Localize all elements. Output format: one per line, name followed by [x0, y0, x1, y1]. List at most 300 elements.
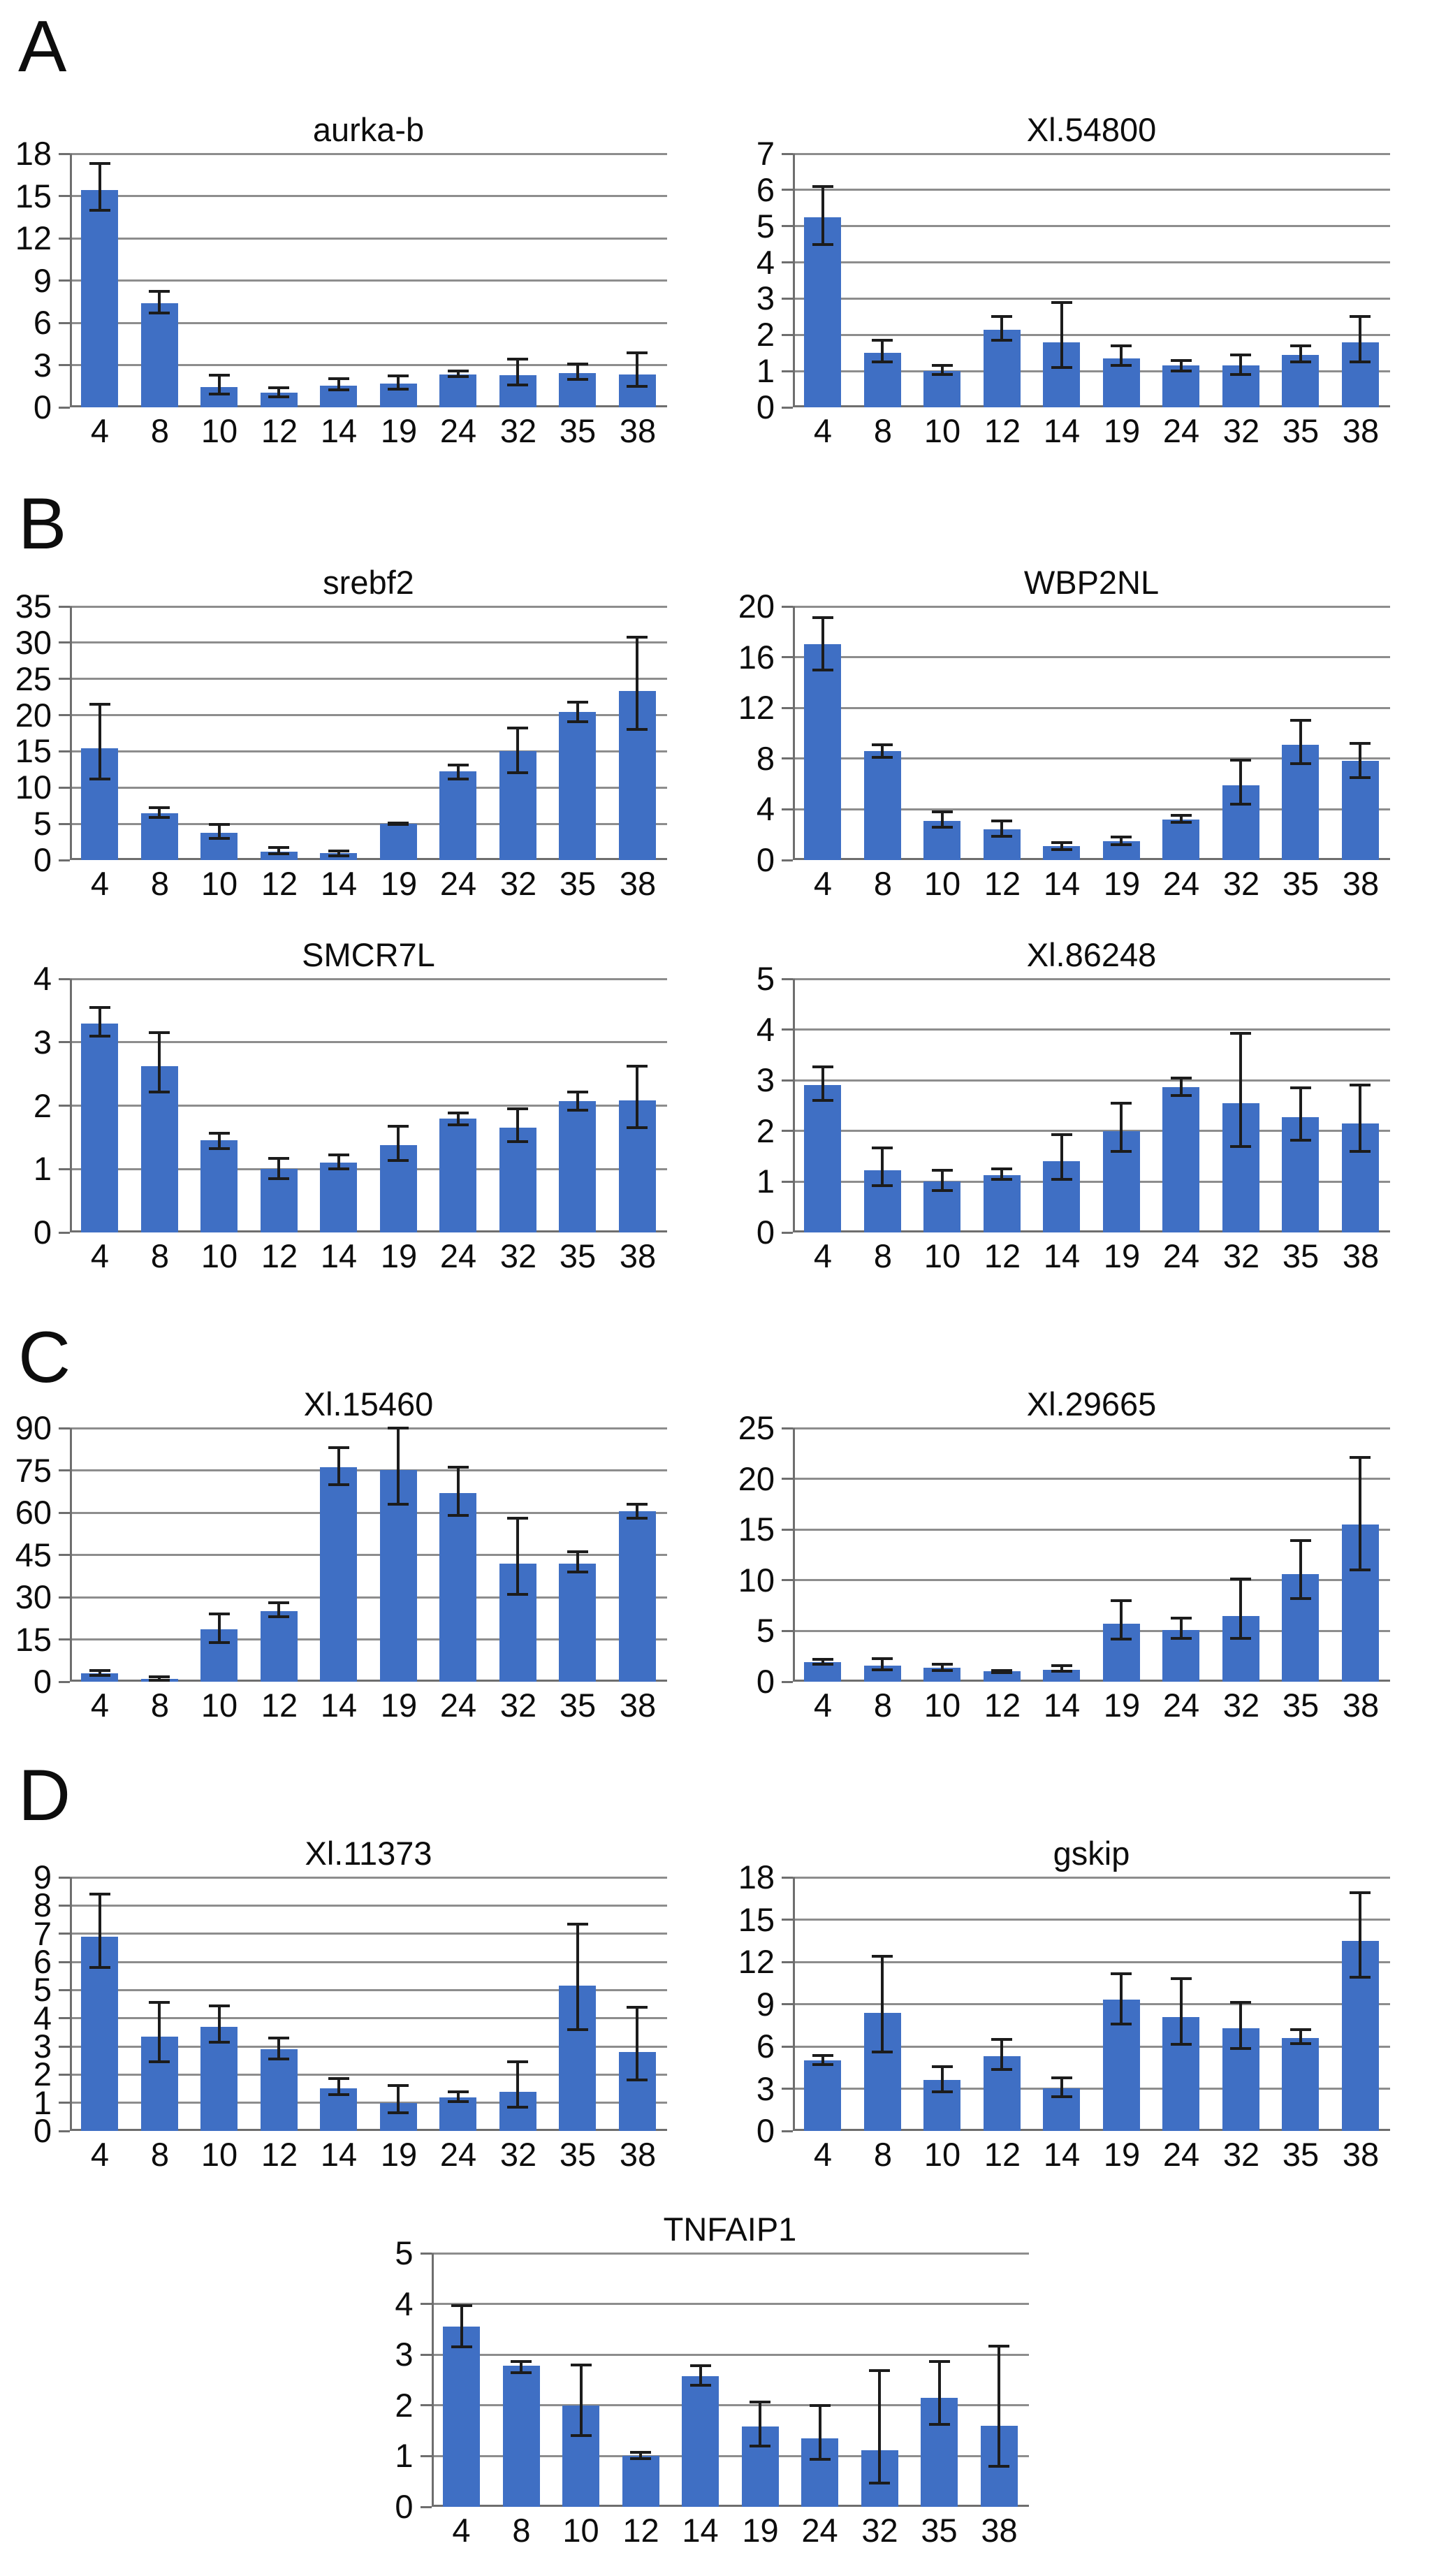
x-tick-label: 14	[320, 865, 358, 902]
x-tick-label: 4	[813, 1687, 833, 1724]
error-bar-cap-top	[209, 1132, 230, 1135]
x-tick-label: 8	[512, 2512, 531, 2549]
error-bar-cap-bottom	[507, 1593, 528, 1596]
x-tick-label: 10	[923, 865, 961, 902]
gridline	[793, 153, 1390, 155]
panel-a-row	[0, 94, 1432, 449]
error-bar-cap-top	[451, 2304, 472, 2307]
x-tick-label: 19	[380, 2136, 418, 2173]
x-tick-label: 14	[320, 1687, 358, 1724]
error-bar-cap-bottom	[627, 1517, 648, 1520]
x-tick-label: 12	[984, 2136, 1021, 2173]
y-tick-mark	[782, 606, 793, 608]
error-bar	[1000, 821, 1003, 836]
y-tick-mark	[782, 1478, 793, 1480]
y-tick-label: 9	[33, 1858, 52, 1895]
error-bar	[1299, 346, 1302, 362]
error-bar-cap-bottom	[507, 1140, 528, 1143]
error-bar-cap-top	[750, 2401, 770, 2403]
error-bar-cap-top	[507, 2060, 528, 2063]
error-bar-cap-bottom	[1230, 2047, 1251, 2050]
error-bar	[759, 2402, 761, 2446]
error-bar	[819, 2406, 821, 2460]
plot-area	[793, 154, 1390, 407]
error-bar-cap-bottom	[209, 2041, 230, 2044]
error-bar-cap-top	[328, 2077, 349, 2080]
x-tick-label: 10	[200, 2136, 238, 2173]
bar	[864, 751, 901, 860]
error-bar-cap-bottom	[869, 2482, 890, 2484]
y-tick-mark	[59, 1427, 70, 1429]
error-bar-cap-top	[932, 810, 953, 813]
error-bar-cap-bottom	[932, 1189, 953, 1192]
error-bar-cap-bottom	[507, 771, 528, 774]
error-bar-cap-top	[1051, 301, 1072, 304]
error-bar-cap-top	[567, 1550, 588, 1553]
error-bar-cap-bottom	[872, 2051, 893, 2053]
error-bar-cap-bottom	[1290, 762, 1311, 765]
bar	[559, 712, 596, 860]
y-tick-mark	[59, 1469, 70, 1471]
y-tick-mark	[59, 2074, 70, 2076]
y-axis-line	[70, 606, 72, 860]
error-bar-cap-top	[507, 1517, 528, 1520]
y-tick-label: 2	[756, 1112, 775, 1149]
y-tick-mark	[59, 1905, 70, 1907]
gridline	[793, 1877, 1390, 1879]
error-bar-cap-bottom	[1051, 2095, 1072, 2098]
bar-chart-tnfaip1	[362, 2194, 1071, 2549]
error-bar-cap-bottom	[1111, 1638, 1132, 1640]
error-bar	[1180, 1618, 1183, 1638]
y-tick-mark	[782, 261, 793, 263]
x-tick-label: 14	[1043, 865, 1081, 902]
error-bar-cap-bottom	[810, 2458, 831, 2461]
error-bar-cap-top	[268, 386, 289, 389]
error-bar-cap-bottom	[89, 1966, 110, 1969]
error-bar-cap-top	[507, 358, 528, 361]
y-tick-mark	[782, 1232, 793, 1234]
plot-area	[793, 979, 1390, 1232]
y-tick-mark	[59, 606, 70, 608]
error-bar	[457, 765, 460, 779]
panel-b-row-1	[0, 547, 1432, 902]
error-bar	[1060, 303, 1063, 368]
x-tick-label: 32	[499, 1687, 537, 1724]
x-tick-label: 24	[1162, 1237, 1200, 1274]
error-bar-cap-top	[89, 1893, 110, 1895]
bar	[141, 813, 178, 860]
error-bar	[576, 1552, 579, 1571]
y-tick-label: 6	[756, 2028, 775, 2065]
error-bar-cap-top	[872, 1147, 893, 1149]
x-tick-label: 19	[1103, 2136, 1141, 2173]
x-tick-label: 38	[1342, 1687, 1380, 1724]
x-tick-label: 38	[619, 865, 657, 902]
chart-title: Xl.15460	[303, 1385, 434, 1423]
gridline	[793, 334, 1390, 336]
y-tick-mark	[59, 238, 70, 240]
error-bar	[636, 353, 638, 386]
y-tick-label: 0	[756, 841, 775, 878]
error-bar-cap-top	[448, 2090, 469, 2093]
y-tick-mark	[59, 1961, 70, 1963]
y-tick-label: 3	[756, 2070, 775, 2107]
error-bar-cap-bottom	[507, 384, 528, 386]
y-tick-label: 60	[15, 1494, 52, 1531]
error-bar-cap-bottom	[872, 1184, 893, 1187]
error-bar-cap-top	[627, 351, 648, 354]
x-tick-label: 38	[619, 1687, 657, 1724]
y-tick-label: 1	[756, 1163, 775, 1200]
y-tick-mark	[782, 298, 793, 300]
error-bar-cap-top	[929, 2360, 950, 2363]
error-bar-cap-bottom	[1051, 366, 1072, 369]
error-bar-cap-top	[149, 1675, 170, 1678]
chart-title: WBP2NL	[1023, 564, 1160, 602]
error-bar-cap-bottom	[149, 1091, 170, 1093]
y-tick-label: 9	[756, 1986, 775, 2023]
bar	[141, 303, 178, 407]
error-bar	[881, 1148, 884, 1186]
error-bar-cap-top	[991, 820, 1012, 822]
error-bar-cap-top	[872, 339, 893, 342]
bar	[200, 1140, 238, 1232]
error-bar-cap-bottom	[448, 778, 469, 780]
y-tick-label: 7	[756, 135, 775, 172]
y-tick-label: 20	[738, 588, 775, 625]
bar	[320, 1163, 357, 1232]
plot-area	[70, 1428, 667, 1682]
error-bar-cap-top	[448, 370, 469, 372]
y-tick-mark	[782, 153, 793, 155]
error-bar-cap-top	[1051, 1664, 1072, 1667]
bar	[923, 371, 960, 407]
error-bar-cap-top	[812, 616, 833, 619]
x-tick-label: 35	[1282, 412, 1320, 449]
error-bar	[938, 2362, 941, 2425]
y-tick-label: 18	[738, 1858, 775, 1895]
y-tick-label: 6	[756, 171, 775, 208]
x-tick-label: 32	[499, 865, 537, 902]
x-tick-label: 38	[981, 2512, 1018, 2549]
error-bar-cap-bottom	[627, 728, 648, 731]
error-bar	[941, 2067, 944, 2091]
plot-area	[70, 979, 667, 1232]
x-tick-label: 38	[1342, 2136, 1380, 2173]
error-bar	[516, 1518, 519, 1594]
y-tick-mark	[59, 2017, 70, 2019]
error-bar-cap-bottom	[328, 388, 349, 391]
error-bar	[576, 1924, 579, 2030]
y-tick-mark	[421, 2354, 432, 2356]
error-bar	[1239, 2002, 1242, 2049]
x-tick-label: 19	[1103, 1687, 1141, 1724]
gridline	[793, 189, 1390, 191]
y-tick-label: 1	[395, 2437, 414, 2474]
x-tick-label: 14	[1043, 1237, 1081, 1274]
error-bar-cap-top	[812, 1065, 833, 1068]
error-bar-cap-top	[991, 315, 1012, 318]
error-bar-cap-top	[1290, 1539, 1311, 1542]
bar	[559, 1101, 596, 1232]
error-bar-cap-bottom	[388, 823, 409, 826]
x-tick-label: 4	[90, 865, 110, 902]
y-axis-line	[793, 979, 795, 1232]
error-bar-cap-bottom	[328, 2093, 349, 2096]
panel-label-c: C	[18, 1317, 71, 1398]
error-bar	[98, 704, 101, 779]
y-tick-label: 5	[756, 208, 775, 245]
x-tick-label: 4	[90, 412, 110, 449]
error-bar-cap-bottom	[268, 1615, 289, 1618]
error-bar-cap-bottom	[812, 2063, 833, 2066]
bar	[439, 1119, 476, 1232]
error-bar-cap-bottom	[991, 2068, 1012, 2071]
error-bar	[1060, 2078, 1063, 2096]
y-tick-label: 7	[33, 1915, 52, 1952]
error-bar	[337, 1448, 340, 1484]
x-tick-label: 38	[1342, 412, 1380, 449]
y-tick-mark	[782, 407, 793, 409]
bar	[804, 644, 841, 860]
error-bar-cap-bottom	[448, 1514, 469, 1517]
error-bar-cap-bottom	[567, 378, 588, 381]
bar	[261, 2049, 298, 2131]
y-axis-line	[70, 979, 72, 1232]
y-tick-mark	[59, 1105, 70, 1107]
y-tick-mark	[782, 757, 793, 759]
error-bar	[998, 2346, 1000, 2466]
error-bar-cap-top	[567, 1091, 588, 1093]
error-bar	[1180, 1078, 1183, 1096]
y-tick-label: 4	[756, 790, 775, 827]
y-tick-label: 25	[15, 660, 52, 697]
y-tick-mark	[59, 2102, 70, 2104]
x-tick-label: 14	[320, 2136, 358, 2173]
error-bar-cap-top	[1290, 2028, 1311, 2031]
error-bar-cap-bottom	[1051, 848, 1072, 851]
error-bar-cap-top	[1350, 1891, 1371, 1894]
error-bar-cap-top	[448, 764, 469, 766]
error-bar	[277, 1603, 280, 1617]
x-tick-label: 24	[439, 1687, 477, 1724]
error-bar-cap-bottom	[507, 2106, 528, 2109]
error-bar-cap-bottom	[89, 1674, 110, 1677]
y-tick-mark	[59, 1512, 70, 1514]
error-bar	[397, 1126, 400, 1161]
y-tick-mark	[59, 1877, 70, 1879]
error-bar-cap-bottom	[149, 2060, 170, 2063]
error-bar-cap-bottom	[1290, 1597, 1311, 1600]
bar-chart-aurka-b	[0, 94, 709, 449]
error-bar-cap-top	[1171, 1977, 1192, 1980]
panel-label-d: D	[18, 1755, 71, 1836]
error-bar-cap-bottom	[1230, 373, 1251, 376]
error-bar	[1000, 316, 1003, 340]
plot-area	[793, 1877, 1390, 2131]
x-tick-label: 19	[380, 865, 418, 902]
x-tick-label: 12	[984, 1687, 1021, 1724]
error-bar	[1299, 1541, 1302, 1599]
x-tick-label: 19	[380, 1237, 418, 1274]
y-tick-mark	[782, 1579, 793, 1581]
y-tick-mark	[782, 808, 793, 810]
panel-c	[0, 1271, 1432, 1724]
y-tick-mark	[59, 1554, 70, 1556]
error-bar-cap-bottom	[149, 312, 170, 314]
x-tick-label: 35	[1282, 1687, 1320, 1724]
error-bar-cap-bottom	[1350, 1569, 1371, 1571]
error-bar-cap-bottom	[571, 2434, 592, 2437]
error-bar-cap-bottom	[1290, 361, 1311, 363]
y-tick-label: 2	[395, 2387, 414, 2424]
y-tick-label: 6	[33, 1943, 52, 1980]
error-bar	[1060, 1135, 1063, 1179]
y-tick-label: 3	[33, 2028, 52, 2065]
error-bar-cap-bottom	[1290, 1139, 1311, 1142]
bar	[619, 1511, 656, 1682]
error-bar-cap-top	[872, 743, 893, 746]
y-tick-label: 20	[738, 1460, 775, 1497]
x-tick-label: 10	[923, 2136, 961, 2173]
error-bar-cap-top	[507, 727, 528, 729]
error-bar-cap-top	[627, 636, 648, 639]
y-tick-label: 35	[15, 588, 52, 625]
error-bar	[397, 1428, 400, 1504]
error-bar	[699, 2366, 702, 2385]
error-bar-cap-bottom	[388, 1503, 409, 1506]
error-bar	[1239, 760, 1242, 805]
error-bar	[1359, 1085, 1361, 1151]
error-bar-cap-top	[149, 806, 170, 809]
error-bar-cap-top	[1350, 1084, 1371, 1086]
bar	[984, 1175, 1021, 1232]
x-tick-label: 35	[1282, 865, 1320, 902]
y-axis-line	[793, 606, 795, 860]
error-bar-cap-top	[932, 2065, 953, 2068]
error-bar-cap-bottom	[567, 1571, 588, 1573]
error-bar-cap-bottom	[388, 388, 409, 391]
bar-chart-xl54800	[723, 94, 1432, 449]
error-bar	[516, 1109, 519, 1142]
error-bar-cap-top	[268, 846, 289, 849]
x-tick-label: 35	[1282, 2136, 1320, 2173]
y-tick-label: 12	[738, 1943, 775, 1980]
x-tick-label: 19	[742, 2512, 779, 2549]
y-tick-label: 0	[756, 2112, 775, 2149]
panel-a	[0, 0, 1432, 449]
error-bar-cap-top	[511, 2360, 532, 2363]
error-bar-cap-bottom	[991, 835, 1012, 838]
x-tick-label: 24	[1162, 1687, 1200, 1724]
error-bar	[636, 1504, 638, 1518]
error-bar-cap-top	[1230, 354, 1251, 356]
x-tick-label: 19	[1103, 1237, 1141, 1274]
gridline	[70, 1905, 667, 1907]
error-bar-cap-top	[1230, 1578, 1251, 1580]
error-bar-cap-bottom	[812, 669, 833, 671]
bar	[443, 2327, 480, 2507]
y-tick-label: 1	[33, 2084, 52, 2121]
x-tick-label: 24	[439, 1237, 477, 1274]
bar	[622, 2456, 659, 2507]
x-tick-label: 8	[150, 1237, 170, 1274]
gridline	[70, 1512, 667, 1514]
y-tick-mark	[782, 1877, 793, 1879]
error-bar-cap-top	[690, 2364, 711, 2367]
y-tick-label: 15	[15, 1621, 52, 1658]
y-tick-label: 0	[756, 388, 775, 425]
x-tick-label: 8	[150, 1687, 170, 1724]
bar-chart-xl86248	[723, 919, 1432, 1274]
y-tick-label: 12	[738, 689, 775, 726]
y-tick-label: 0	[395, 2488, 414, 2525]
y-tick-mark	[59, 978, 70, 980]
bar	[804, 1085, 841, 1232]
error-bar	[457, 1467, 460, 1515]
error-bar-cap-top	[328, 850, 349, 852]
x-tick-label: 38	[619, 1237, 657, 1274]
error-bar	[1000, 2039, 1003, 2069]
gridline	[793, 978, 1390, 980]
chart-title: Xl.86248	[1026, 936, 1157, 974]
chart-title: Xl.29665	[1026, 1385, 1157, 1423]
y-tick-mark	[59, 1638, 70, 1640]
y-tick-mark	[782, 1919, 793, 1921]
error-bar-cap-top	[1350, 1456, 1371, 1459]
error-bar	[277, 1158, 280, 1179]
x-tick-label: 4	[452, 2512, 471, 2549]
y-tick-mark	[59, 750, 70, 752]
gridline	[793, 1529, 1390, 1531]
y-tick-mark	[421, 2253, 432, 2255]
x-tick-label: 8	[150, 412, 170, 449]
error-bar	[821, 187, 824, 245]
error-bar-cap-top	[268, 2037, 289, 2039]
error-bar	[1299, 720, 1302, 764]
error-bar-cap-top	[567, 701, 588, 704]
y-tick-mark	[782, 859, 793, 861]
y-tick-mark	[782, 2088, 793, 2090]
error-bar-cap-bottom	[932, 826, 953, 829]
bar	[559, 1564, 596, 1682]
y-tick-label: 3	[395, 2336, 414, 2373]
error-bar-cap-top	[89, 1669, 110, 1672]
error-bar-cap-bottom	[991, 1671, 1012, 1674]
bar-chart-srebf2	[0, 547, 709, 902]
error-bar	[516, 359, 519, 384]
error-bar-cap-bottom	[1350, 1976, 1371, 1979]
error-bar-cap-top	[328, 1446, 349, 1449]
error-bar-cap-bottom	[812, 1663, 833, 1666]
y-tick-label: 8	[756, 740, 775, 777]
error-bar-cap-top	[1111, 836, 1132, 838]
error-bar-cap-top	[812, 185, 833, 188]
bar-chart-gskip	[723, 1818, 1432, 2173]
x-tick-label: 24	[439, 2136, 477, 2173]
error-bar-cap-top	[1171, 814, 1192, 817]
error-bar-cap-bottom	[1230, 1145, 1251, 1148]
x-tick-label: 19	[1103, 865, 1141, 902]
y-tick-mark	[59, 1989, 70, 1991]
y-tick-mark	[59, 364, 70, 366]
panel-d	[0, 1720, 1432, 2576]
y-tick-mark	[782, 2003, 793, 2005]
error-bar	[516, 2062, 519, 2107]
bar	[320, 1467, 357, 1682]
error-bar	[881, 1956, 884, 2052]
